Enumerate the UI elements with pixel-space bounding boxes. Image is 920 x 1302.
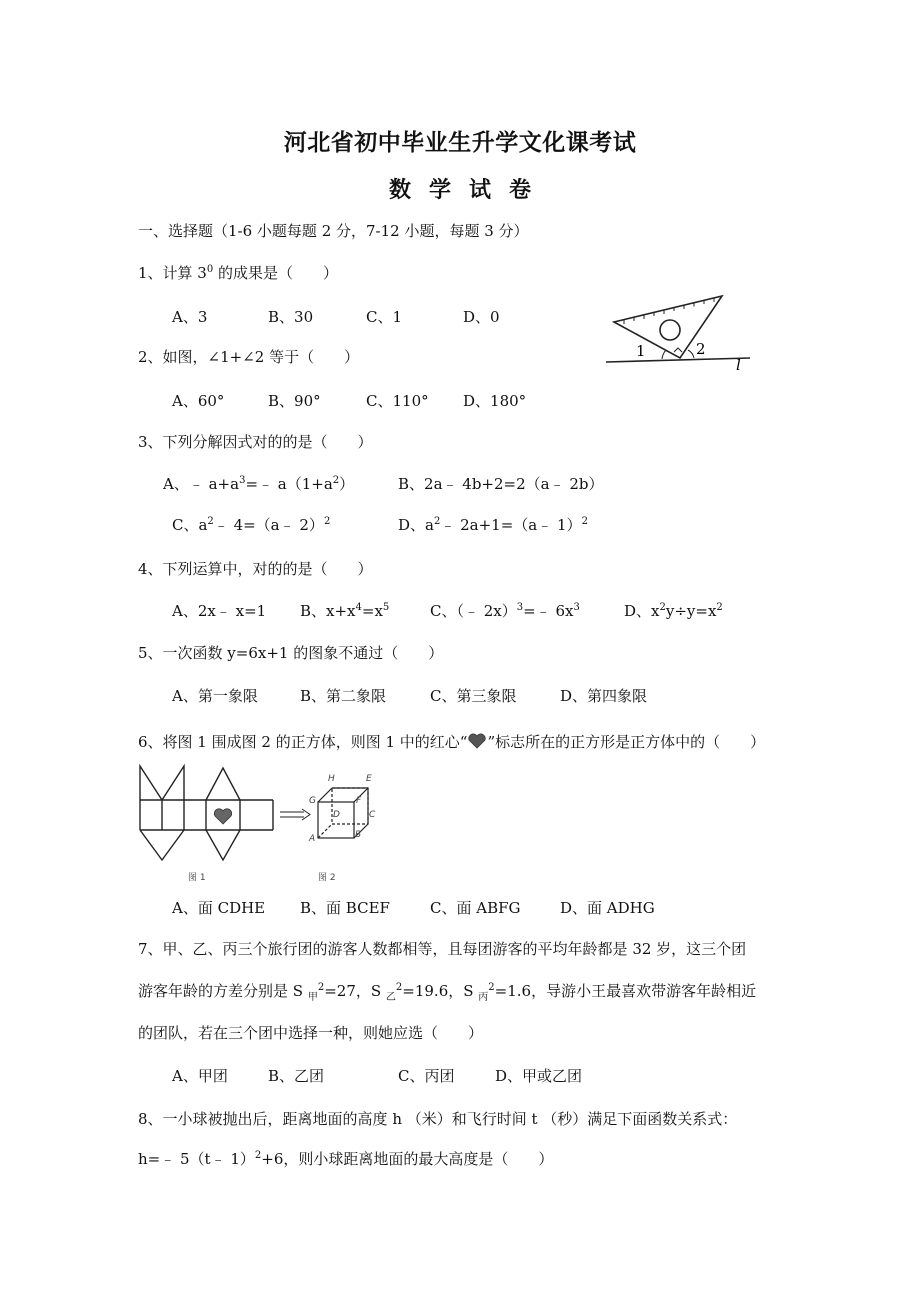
q7-l2-t3: =19.6，S: [402, 982, 479, 1000]
q7-option-c: C、丙团: [398, 1067, 455, 1085]
q5-option-b: B、第二象限: [300, 687, 387, 705]
q4c-sup2: 3: [573, 602, 580, 613]
q7-sup-3: 2: [488, 982, 495, 993]
q2-option-d: D、180°: [463, 392, 527, 410]
figure-1-caption: 图 1: [188, 873, 206, 883]
q3a-sup1: 3: [239, 475, 246, 486]
q2-option-c: C、110°: [366, 392, 429, 410]
angle-1-arc: [662, 350, 666, 359]
question-7-line-3: 的团队，若在三个团中选择一种，则她应选（ ）: [138, 1024, 484, 1042]
q6-text-post: ”标志所在的正方形是正方体中的（ ）: [487, 733, 766, 751]
set-square-hole: [660, 320, 680, 340]
q7-sup-2: 2: [395, 982, 403, 993]
exam-title: 河北省初中毕业生升学文化课考试: [283, 129, 637, 156]
q4d-part1: D、x: [624, 602, 660, 620]
q8-l2-p1: h=﹣ 5（t﹣ 1）: [138, 1150, 255, 1168]
q7-sub-bing: 丙: [478, 992, 489, 1003]
angle-2-arc: [688, 350, 694, 358]
q7-option-a: A、甲团: [172, 1067, 228, 1085]
q1-text-post: 的成果是（ ）: [213, 264, 339, 282]
q7-option-d: D、甲或乙团: [495, 1067, 583, 1085]
question-4: 4、下列运算中，对的的是（ ）: [138, 560, 373, 578]
q4b-sup1: 4: [355, 602, 362, 613]
q7-l2-t1: 游客年龄的方差分别是 S: [138, 982, 308, 1000]
q4-option-d: [624, 600, 723, 621]
q3c-part1: C、a: [172, 516, 208, 534]
q3d-part2: ﹣ 2a+1=（a﹣ 1）: [440, 516, 582, 534]
heart-icon: [467, 733, 487, 749]
cube-net-figure: [136, 760, 276, 870]
q2-set-square-figure: [600, 288, 760, 378]
question-8-line-2: [138, 1148, 553, 1169]
q4c-part1: C、（﹣ 2x）: [430, 602, 517, 620]
q7-sup-1: 2: [317, 982, 325, 993]
q4-option-a: A、2x﹣ x=1: [172, 602, 267, 620]
q4d-part2: y÷y=x: [665, 602, 717, 620]
question-1: [138, 262, 338, 283]
question-5: 5、一次函数 y=6x+1 的图象不通过（ ）: [138, 644, 444, 662]
q6-option-d: D、面 ADHG: [560, 899, 655, 917]
q4b-part2: =x: [361, 602, 383, 620]
q8-l2-p2: +6，则小球距离地面的最大高度是（ ）: [261, 1150, 554, 1168]
cube-label-f: F: [356, 796, 362, 806]
cube-label-c: C: [369, 810, 376, 820]
q5-option-d: D、第四象限: [560, 687, 648, 705]
q1-option-d: D、0: [463, 308, 500, 326]
set-square-outline: [614, 296, 722, 358]
q7-l2-t4: =1.6，导游小王最喜欢带游客年龄相近: [494, 982, 757, 1000]
q3d-sup1: 2: [433, 516, 441, 527]
cube-label-b: B: [355, 830, 362, 840]
figure-2-caption: 图 2: [318, 873, 336, 883]
question-6: [138, 731, 765, 752]
right-angle-mark: [674, 348, 682, 352]
q3c-sup1: 2: [207, 516, 214, 527]
q2-option-b: B、90°: [268, 392, 321, 410]
q4d-sup1: 2: [659, 602, 666, 613]
q5-option-c: C、第三象限: [430, 687, 517, 705]
cube-label-h: H: [328, 774, 335, 784]
q1-text-pre: 1、计算 3: [138, 264, 207, 282]
q4-option-c: [430, 600, 580, 621]
question-8-line-1: 8、一小球被抛出后，距离地面的高度 h （米）和飞行时间 t （秒）满足下面函数关系式：: [138, 1110, 738, 1128]
q3a-sup2: 2: [332, 475, 340, 486]
question-7-line-2: [138, 980, 756, 1001]
q7-sub-yi: 乙: [385, 992, 396, 1003]
q4c-part2: =﹣ 6x: [523, 602, 574, 620]
q3c-part2: ﹣ 4=（a﹣ 2）: [213, 516, 324, 534]
q5-option-a: A、第一象限: [172, 687, 258, 705]
q3d-sup2: 2: [581, 516, 588, 527]
q7-option-b: B、乙团: [268, 1067, 325, 1085]
q3-option-a: [163, 473, 354, 494]
ground-line: [606, 358, 750, 362]
q2-option-a: A、60°: [172, 392, 225, 410]
question-3: 3、下列分解因式对的的是（ ）: [138, 433, 373, 451]
arrow-icon: [278, 808, 312, 822]
q3a-part3: ）: [339, 475, 355, 493]
q1-exponent: 0: [206, 264, 214, 275]
q3c-sup2: 2: [323, 516, 331, 527]
q8-sup: 2: [254, 1150, 262, 1161]
q1-option-a: A、3: [172, 308, 208, 326]
q7-sub-jia: 甲: [307, 992, 318, 1003]
q3-option-c: [172, 514, 330, 535]
q3-option-b: B、2a﹣ 4b+2=2（a﹣ 2b）: [398, 475, 604, 493]
angle-1-label: 1: [636, 342, 646, 360]
angle-2-label: 2: [696, 340, 706, 358]
q4-option-b: [300, 600, 389, 621]
q1-option-b: B、30: [268, 308, 314, 326]
q4c-sup1: 3: [516, 602, 524, 613]
net-heart-icon: [214, 809, 231, 824]
question-7-line-1: 7、甲、乙、丙三个旅行团的游客人数都相等，且每团游客的平均年龄都是 32 岁，这三个团: [138, 940, 747, 958]
exam-subtitle: 数学试卷: [388, 177, 549, 203]
q3a-part2: =﹣ a（1+a: [245, 475, 333, 493]
cube-label-a: A: [309, 834, 316, 844]
q4d-sup2: 2: [716, 602, 723, 613]
q6-option-a: A、面 CDHE: [172, 899, 266, 917]
line-l-label: l: [736, 356, 741, 374]
q6-option-b: B、面 BCEF: [300, 899, 390, 917]
section-heading: 一、选择题（1-6 小题每题 2 分，7-12 小题，每题 3 分）: [138, 222, 529, 240]
cube-label-g: G: [309, 796, 316, 806]
question-2: 2、如图，∠1+∠2 等于（ ）: [138, 348, 360, 366]
q1-option-c: C、1: [366, 308, 403, 326]
q4b-part1: B、x+x: [300, 602, 356, 620]
q3a-part1: A、﹣ a+a: [163, 475, 240, 493]
q3d-part1: D、a: [398, 516, 434, 534]
cube-label-d: D: [333, 810, 340, 820]
q6-text-pre: 6、将图 1 围成图 2 的正方体，则图 1 中的红心“: [138, 733, 468, 751]
q4b-sup2: 5: [382, 602, 390, 613]
q6-option-c: C、面 ABFG: [430, 899, 521, 917]
q3-option-d: [398, 514, 588, 535]
q7-l2-t2: =27，S: [324, 982, 386, 1000]
cube-label-e: E: [366, 774, 372, 784]
